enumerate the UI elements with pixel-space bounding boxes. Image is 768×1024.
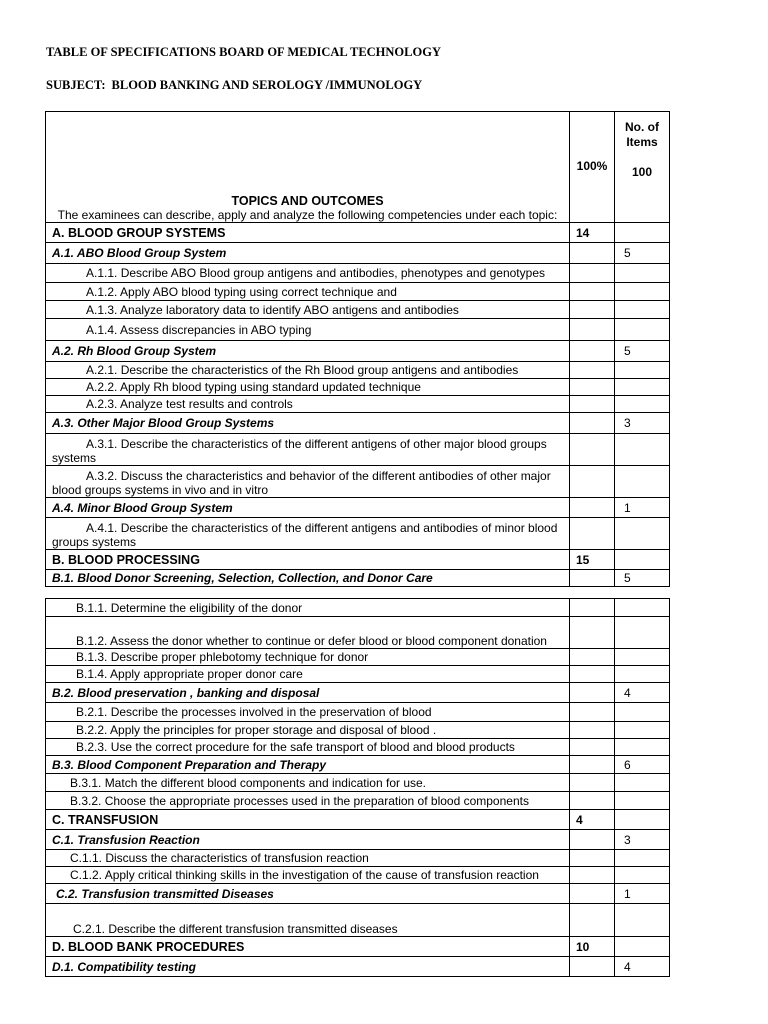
topic-cell: A.2. Rh Blood Group System xyxy=(46,341,570,362)
items-cell xyxy=(615,703,670,722)
specifications-table-2 xyxy=(45,598,670,977)
percent-cell xyxy=(570,466,615,498)
items-heading: No. of Items xyxy=(625,120,659,149)
items-cell xyxy=(615,434,670,466)
table-row xyxy=(46,774,670,792)
table-row xyxy=(46,301,670,319)
table-row xyxy=(46,283,670,301)
topic-cell: D.1. Compatibility testing xyxy=(46,957,570,977)
table-header-row xyxy=(46,112,670,223)
topic-cell: C.2.1. Describe the different transfusion transmitted diseases xyxy=(46,904,570,937)
topic-cell: B.3. Blood Component Preparation and Therapy xyxy=(46,756,570,774)
topic-cell: A.2.1. Describe the characteristics of the Rh Blood group antigens and antibodies xyxy=(46,362,570,379)
topic-cell: B. BLOOD PROCESSING xyxy=(46,550,570,570)
percent-cell xyxy=(570,774,615,792)
items-cell xyxy=(615,362,670,379)
percent-cell xyxy=(570,722,615,739)
items-cell xyxy=(615,739,670,756)
topic-cell: A.1.4. Assess discrepancies in ABO typing xyxy=(46,319,570,341)
items-cell xyxy=(615,666,670,683)
items-cell: 3 xyxy=(615,830,670,850)
percent-cell xyxy=(570,792,615,810)
topic-cell: A.4. Minor Blood Group System xyxy=(46,498,570,518)
percent-cell xyxy=(570,264,615,283)
document-subject xyxy=(46,78,422,93)
table-row xyxy=(46,362,670,379)
topic-cell: B.2.1. Describe the processes involved in the preservation of blood xyxy=(46,703,570,722)
percent-cell xyxy=(570,396,615,413)
percent-header-cell xyxy=(570,112,615,223)
table-row xyxy=(46,396,670,413)
percent-cell: 15 xyxy=(570,550,615,570)
topics-header-cell xyxy=(46,112,570,223)
topic-cell: B.3.2. Choose the appropriate processes used in the preparation of blood components xyxy=(46,792,570,810)
topic-cell: C.1.2. Apply critical thinking skills in the investigation of the cause of transfusion reaction xyxy=(46,867,570,884)
topic-cell: A.1.2. Apply ABO blood typing using correct technique and xyxy=(46,283,570,301)
percent-cell xyxy=(570,957,615,977)
topic-cell: B.3.1. Match the different blood components and indication for use. xyxy=(46,774,570,792)
percent-cell xyxy=(570,498,615,518)
items-cell xyxy=(615,283,670,301)
items-total: 100 xyxy=(631,165,653,179)
items-cell xyxy=(615,617,670,649)
items-cell xyxy=(615,774,670,792)
items-cell: 6 xyxy=(615,756,670,774)
percent-cell xyxy=(570,649,615,666)
table-row xyxy=(46,264,670,283)
percent-cell xyxy=(570,703,615,722)
percent-cell xyxy=(570,739,615,756)
table-row xyxy=(46,666,670,683)
table-row xyxy=(46,703,670,722)
percent-cell: 14 xyxy=(570,223,615,243)
items-cell xyxy=(615,319,670,341)
items-cell xyxy=(615,550,670,570)
topic-cell: D. BLOOD BANK PROCEDURES xyxy=(46,937,570,957)
topic-cell: A.1. ABO Blood Group System xyxy=(46,243,570,264)
topic-cell: A.2.3. Analyze test results and controls xyxy=(46,396,570,413)
subject-label: SUBJECT: xyxy=(46,78,106,92)
percent-cell xyxy=(570,830,615,850)
table-row xyxy=(46,223,670,243)
topic-cell: A.3. Other Major Blood Group Systems xyxy=(46,413,570,434)
topic-cell: C.1.1. Discuss the characteristics of transfusion reaction xyxy=(46,850,570,867)
topics-description: The examinees can describe, apply and analyze the following competencies under each topic: xyxy=(57,208,558,222)
subject-value: BLOOD BANKING AND SEROLOGY /IMMUNOLOGY xyxy=(111,78,423,92)
topic-cell: C.2. Transfusion transmitted Diseases xyxy=(46,884,570,904)
table-row xyxy=(46,739,670,756)
topic-cell: A.3.2. Discuss the characteristics and behavior of the different antibodies of other major blood groups systems in vivo and in vitro xyxy=(46,466,570,498)
items-cell xyxy=(615,466,670,498)
items-cell: 1 xyxy=(615,498,670,518)
items-cell xyxy=(615,722,670,739)
topic-cell: A.1.1. Describe ABO Blood group antigens and antibodies, phenotypes and genotypes xyxy=(46,264,570,283)
percent-cell xyxy=(570,884,615,904)
percent-cell xyxy=(570,599,615,617)
percent-cell: 10 xyxy=(570,937,615,957)
items-cell xyxy=(615,792,670,810)
topic-cell: B.1.3. Describe proper phlebotomy technique for donor xyxy=(46,649,570,666)
table-row xyxy=(46,498,670,518)
table-row xyxy=(46,434,670,466)
items-cell xyxy=(615,649,670,666)
topic-cell: A.3.1. Describe the characteristics of the different antigens of other major blood groups systems xyxy=(46,434,570,466)
items-cell: 5 xyxy=(615,243,670,264)
percent-cell xyxy=(570,683,615,703)
table-row xyxy=(46,850,670,867)
items-cell xyxy=(615,264,670,283)
table-row xyxy=(46,413,670,434)
percent-cell xyxy=(570,379,615,396)
table-row xyxy=(46,867,670,884)
items-cell xyxy=(615,904,670,937)
percent-cell: 4 xyxy=(570,810,615,830)
table-row xyxy=(46,683,670,703)
topic-cell: C.1. Transfusion Reaction xyxy=(46,830,570,850)
items-cell xyxy=(615,850,670,867)
topic-cell: A.1.3. Analyze laboratory data to identify ABO antigens and antibodies xyxy=(46,301,570,319)
items-cell xyxy=(615,301,670,319)
table-row xyxy=(46,518,670,550)
percent-cell xyxy=(570,867,615,884)
table-row xyxy=(46,243,670,264)
percent-cell xyxy=(570,243,615,264)
topic-cell: B.1.2. Assess the donor whether to continue or defer blood or blood component donation xyxy=(46,617,570,649)
items-cell xyxy=(615,867,670,884)
table-row xyxy=(46,617,670,649)
percent-total: 100% xyxy=(576,159,608,173)
items-cell xyxy=(615,518,670,550)
table-row xyxy=(46,570,670,587)
percent-cell xyxy=(570,319,615,341)
table-row xyxy=(46,830,670,850)
items-cell: 5 xyxy=(615,341,670,362)
document-title: TABLE OF SPECIFICATIONS BOARD OF MEDICAL TECHNOLOGY xyxy=(46,45,441,59)
percent-cell xyxy=(570,756,615,774)
percent-cell xyxy=(570,362,615,379)
percent-cell xyxy=(570,850,615,867)
table-row xyxy=(46,550,670,570)
table-row xyxy=(46,466,670,498)
topic-cell: B.1. Blood Donor Screening, Selection, Collection, and Donor Care xyxy=(46,570,570,587)
table-row xyxy=(46,937,670,957)
percent-cell xyxy=(570,434,615,466)
topics-heading: TOPICS AND OUTCOMES xyxy=(231,194,384,208)
table-row xyxy=(46,319,670,341)
items-cell xyxy=(615,379,670,396)
table-row xyxy=(46,756,670,774)
table-row xyxy=(46,957,670,977)
topic-cell: C. TRANSFUSION xyxy=(46,810,570,830)
items-cell xyxy=(615,937,670,957)
percent-cell xyxy=(570,617,615,649)
topic-cell: B.1.1. Determine the eligibility of the donor xyxy=(46,599,570,617)
items-cell: 3 xyxy=(615,413,670,434)
items-cell xyxy=(615,810,670,830)
items-cell xyxy=(615,223,670,243)
percent-cell xyxy=(570,341,615,362)
table-row xyxy=(46,792,670,810)
items-cell: 1 xyxy=(615,884,670,904)
topic-cell: A.2.2. Apply Rh blood typing using standard updated technique xyxy=(46,379,570,396)
percent-cell xyxy=(570,283,615,301)
topic-cell: A.4.1. Describe the characteristics of the different antigens and antibodies of minor blood groups systems xyxy=(46,518,570,550)
topic-cell: B.2.2. Apply the principles for proper storage and disposal of blood . xyxy=(46,722,570,739)
percent-cell xyxy=(570,301,615,319)
table-row xyxy=(46,599,670,617)
items-header-cell xyxy=(615,112,670,223)
table-row xyxy=(46,341,670,362)
topic-cell: B.2. Blood preservation , banking and disposal xyxy=(46,683,570,703)
table-row xyxy=(46,904,670,937)
specifications-table-1 xyxy=(45,111,670,587)
percent-cell xyxy=(570,570,615,587)
table-row xyxy=(46,884,670,904)
percent-cell xyxy=(570,413,615,434)
table-row xyxy=(46,722,670,739)
percent-cell xyxy=(570,518,615,550)
table-row xyxy=(46,810,670,830)
table-row xyxy=(46,379,670,396)
items-cell: 4 xyxy=(615,957,670,977)
topic-cell: B.1.4. Apply appropriate proper donor care xyxy=(46,666,570,683)
items-cell: 4 xyxy=(615,683,670,703)
items-cell xyxy=(615,396,670,413)
percent-cell xyxy=(570,904,615,937)
topic-cell: A. BLOOD GROUP SYSTEMS xyxy=(46,223,570,243)
items-cell: 5 xyxy=(615,570,670,587)
items-cell xyxy=(615,599,670,617)
percent-cell xyxy=(570,666,615,683)
table-row xyxy=(46,649,670,666)
topic-cell: B.2.3. Use the correct procedure for the safe transport of blood and blood products xyxy=(46,739,570,756)
